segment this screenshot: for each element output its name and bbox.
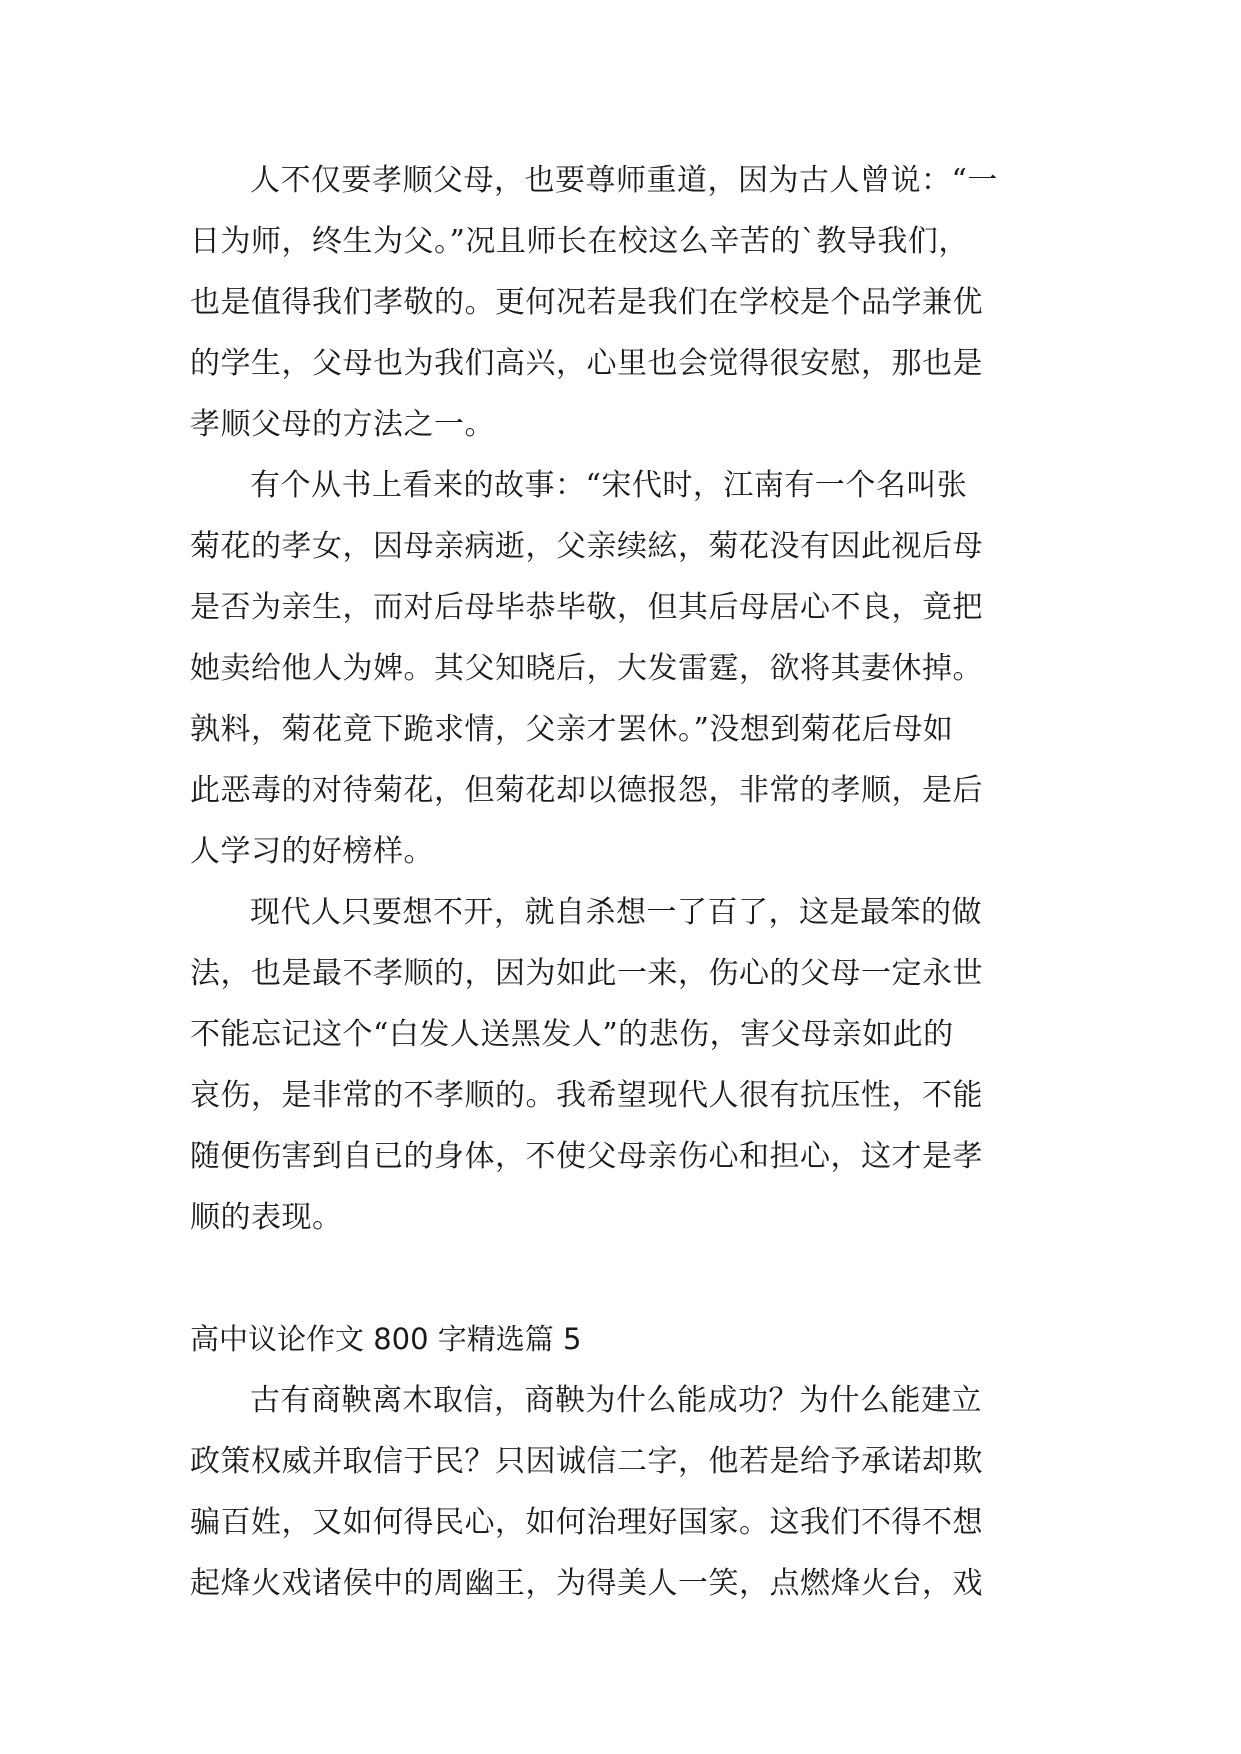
text-line: 随便伤害到自已的身体，不使父母亲伤心和担心，这才是孝 xyxy=(190,1139,983,1174)
text-line: 此恶毒的对待菊花，但菊花却以德报怨，非常的孝顺，是后 xyxy=(190,773,983,808)
text-line: 顺的表现。 xyxy=(190,1200,343,1235)
text-line: 哀伤，是非常的不孝顺的。我希望现代人很有抗压性，不能 xyxy=(190,1078,983,1113)
text-line: 孰料，菊花竟下跪求情，父亲才罢休。”没想到菊花后母如 xyxy=(190,712,954,747)
paragraph-story xyxy=(190,455,1070,882)
text-line: 起烽火戏诸侯中的周幽王，为得美人一笑，点燃烽火台，戏 xyxy=(190,1566,983,1601)
text-line: 不能忘记这个“白发人送黑发人”的悲伤，害父母亲如此的 xyxy=(190,1017,954,1052)
text-line: 菊花的孝女，因母亲病逝，父亲续絃，菊花没有因此视后母 xyxy=(190,529,983,564)
text-line: 人不仅要孝顺父母，也要尊师重道，因为古人曾说：“一 xyxy=(250,163,998,198)
text-line: 法，也是最不孝顺的，因为如此一来，伤心的父母一定永世 xyxy=(190,956,983,991)
text-line: 的学生，父母也为我们高兴，心里也会觉得很安慰，那也是 xyxy=(190,346,983,381)
paragraph-respect-teachers xyxy=(190,150,1070,455)
text-line: 人学习的好榜样。 xyxy=(190,834,434,869)
text-line: 是否为亲生，而对后母毕恭毕敬，但其后母居心不良，竟把 xyxy=(190,590,983,625)
text-line: 政策权威并取信于民？只因诚信二字，他若是给予承诺却欺 xyxy=(190,1444,983,1479)
text-line: 孝顺父母的方法之一。 xyxy=(190,407,495,442)
paragraph-spacer xyxy=(190,1248,1070,1309)
document-body xyxy=(190,150,1070,1614)
text-line: 骗百姓，又如何得民心，如何治理好国家。这我们不得不想 xyxy=(190,1505,983,1540)
paragraph-modern-people xyxy=(190,882,1070,1248)
text-line: 有个从书上看来的故事：“宋代时，江南有一个名叫张 xyxy=(250,468,968,503)
text-line: 古有商鞅离木取信，商鞅为什么能成功？为什么能建立 xyxy=(250,1383,982,1418)
section-heading: 高中议论作文 800 字精选篇 5 xyxy=(190,1322,582,1356)
paragraph-shang-yang xyxy=(190,1370,1070,1614)
text-line: 现代人只要想不开，就自杀想一了百了，这是最笨的做 xyxy=(250,895,982,930)
text-line: 也是值得我们孝敬的。更何况若是我们在学校是个品学兼优 xyxy=(190,285,983,320)
text-line: 她卖给他人为婢。其父知晓后，大发雷霆，欲将其妻休掉。 xyxy=(190,651,983,686)
text-line: 日为师，终生为父。”况且师长在校这么辛苦的`教导我们， xyxy=(190,224,969,259)
